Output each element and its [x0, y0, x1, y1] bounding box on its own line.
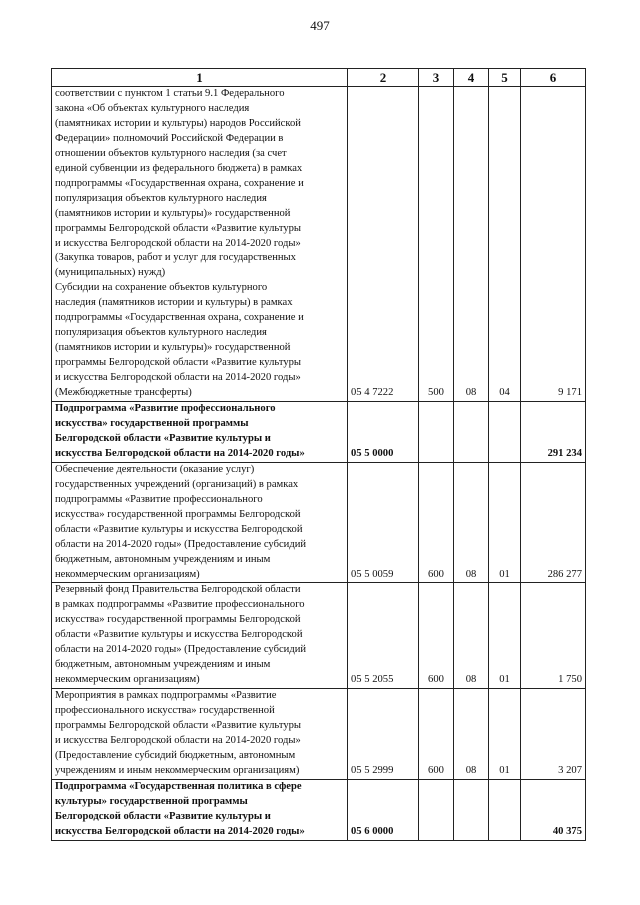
column-header-1: 1: [52, 69, 348, 87]
row-expense-type: 500: [419, 87, 454, 402]
row-target-code: 05 4 7222: [348, 87, 419, 402]
row-section: 08: [454, 87, 489, 402]
row-section: [454, 779, 489, 840]
row-expense-type: 600: [419, 583, 454, 689]
row-amount: 40 375: [521, 779, 586, 840]
row-subsection: 01: [489, 462, 521, 583]
table-row: [52, 87, 586, 402]
row-subsection: 01: [489, 583, 521, 689]
row-section: 08: [454, 583, 489, 689]
table-row: [52, 689, 586, 780]
column-header-3: 3: [419, 69, 454, 87]
row-description: Подпрограмма «Государственная политика в сфере культуры» государственной программы Белгородской области «Развитие культуры и искусства Белгородской области на 2014-2020 годы»: [52, 779, 348, 840]
row-subsection: [489, 779, 521, 840]
row-section: 08: [454, 689, 489, 780]
row-section: 08: [454, 462, 489, 583]
row-target-code: 05 5 2055: [348, 583, 419, 689]
table-row: [52, 583, 586, 689]
row-description: Обеспечение деятельности (оказание услуг) государственных учреждений (организаций) в рамках подпрограммы «Развитие профессионального искусства» государственной программы Белгородской области «Развитие культуры и искусства Белгородской области на 2014-2020 годы» (Предоставление субсидий бюджетным, автономным учреждениям и иным некоммерческим организациям): [52, 462, 348, 583]
row-subsection: 04: [489, 87, 521, 402]
row-amount: 291 234: [521, 402, 586, 463]
row-expense-type: [419, 402, 454, 463]
table-body: [52, 87, 586, 841]
budget-table: [51, 68, 586, 841]
table-header: [52, 69, 586, 87]
row-amount: 9 171: [521, 87, 586, 402]
row-description: соответствии с пунктом 1 статьи 9.1 Федерального закона «Об объектах культурного наследия (памятниках истории и культуры) народов Российской Федерации» полномочий Российской Федерации в отношении объектов культурного наследия (за счет единой субвенции из федерального бюджета) в рамках подпрограммы «Государственная охрана, сохранение и популяризация объектов культурного наследия (памятников истории и культуры)» государственной программы Белгородской области «Развитие культуры и искусства Белгородской области на 2014-2020 годы» (Закупка товаров, работ и услуг для государственных (муниципальных) нужд) Субсидии на сохранение объектов культурного наследия (памятников истории и культуры) в рамках подпрограммы «Государственная охрана, сохранение и популяризация объектов культурного наследия (памятников истории и культуры)» государственной программы Белгородской области «Развитие культуры и искусства Белгородской области на 2014-2020 годы» (Межбюджетные трансферты): [52, 87, 348, 402]
row-target-code: 05 5 2999: [348, 689, 419, 780]
column-header-5: 5: [489, 69, 521, 87]
row-target-code: 05 5 0059: [348, 462, 419, 583]
table-row: [52, 462, 586, 583]
table-row-subprogram: [52, 779, 586, 840]
row-amount: 1 750: [521, 583, 586, 689]
row-expense-type: 600: [419, 462, 454, 583]
row-expense-type: 600: [419, 689, 454, 780]
row-description: Мероприятия в рамках подпрограммы «Развитие профессионального искусства» государственной программы Белгородской области «Развитие культуры и искусства Белгородской области на 2014-2020 годы» (Предоставление субсидий бюджетным, автономным учреждениям и иным некоммерческим организациям): [52, 689, 348, 780]
row-target-code: 05 6 0000: [348, 779, 419, 840]
row-description: Резервный фонд Правительства Белгородской области в рамках подпрограммы «Развитие профессионального искусства» государственной программы Белгородской области «Развитие культуры и искусства Белгородской области на 2014-2020 годы» (Предоставление субсидий бюджетным, автономным учреждениям и иным некоммерческим организациям): [52, 583, 348, 689]
row-amount: 3 207: [521, 689, 586, 780]
row-description: Подпрограмма «Развитие профессионального искусства» государственной программы Белгородской области «Развитие культуры и искусства Белгородской области на 2014-2020 годы»: [52, 402, 348, 463]
page-number: 497: [310, 18, 330, 33]
row-subsection: 01: [489, 689, 521, 780]
column-header-6: 6: [521, 69, 586, 87]
column-header-4: 4: [454, 69, 489, 87]
row-amount: 286 277: [521, 462, 586, 583]
column-header-2: 2: [348, 69, 419, 87]
row-target-code: 05 5 0000: [348, 402, 419, 463]
row-section: [454, 402, 489, 463]
row-expense-type: [419, 779, 454, 840]
row-subsection: [489, 402, 521, 463]
table-row-subprogram: [52, 402, 586, 463]
